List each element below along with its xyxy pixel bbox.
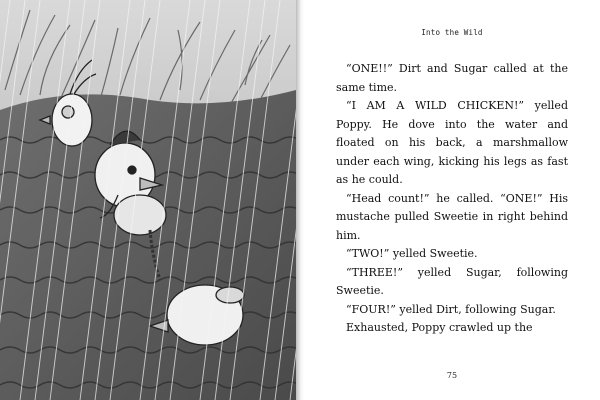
text-page [304, 0, 600, 400]
running-head: Into the Wild [421, 28, 483, 37]
book-gutter [296, 0, 304, 400]
paragraph: “TWO!” yelled Sweetie. [346, 247, 478, 260]
paragraph: Exhausted, Poppy crawled up the [346, 321, 533, 334]
paragraph: “ONE!!” Dirt and Sugar called at the same time. [336, 62, 568, 94]
paragraph: “Head count!” he called. “ONE!” His mustache pulled Sweetie in right behind him. [336, 191, 568, 242]
page-number: 75 [446, 371, 458, 380]
wild-chickens-swimming-in-rain-illustration [0, 0, 296, 400]
body-text [336, 60, 568, 338]
paragraph: “FOUR!” yelled Dirt, following Sugar. [346, 302, 556, 316]
paragraph: “I AM A WILD CHICKEN!” yelled Poppy. He dove into the water and floated on his back, a marshmallow under each wing, kicking his legs as fast as he could. [336, 99, 568, 186]
paragraph: “THREE!” yelled Sugar, following Sweetie. [336, 265, 568, 297]
illustration-panel [0, 0, 296, 400]
